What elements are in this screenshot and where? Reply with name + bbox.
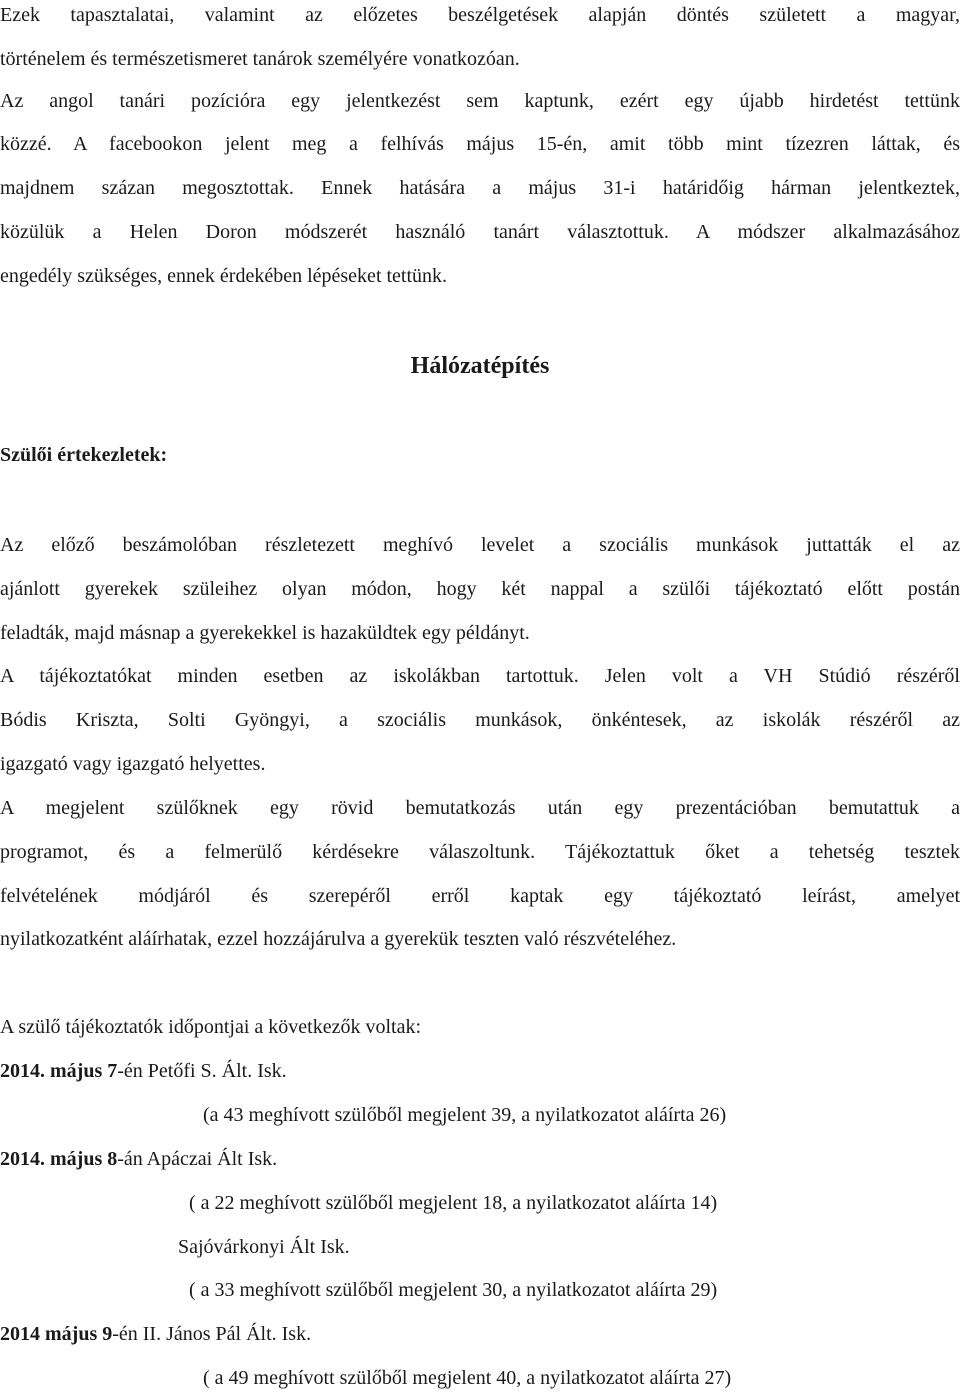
event-detail: ( a 33 meghívott szülőből megjelent 30, a nyilatkozatot aláírta 29) [189, 1279, 718, 1301]
event-date: 2014. május 8 [0, 1148, 118, 1170]
body-line: ajánlott gyerekek szüleihez olyan módon, hogy két nappal a szülői tájékoztató előtt postán [0, 578, 960, 600]
event-school: -én II. János Pál Ált. Isk. [112, 1323, 312, 1345]
intro-line: majdnem százan megosztottak. Ennek hatására a május 31-i határidőig hárman jelentkeztek, [0, 177, 960, 199]
schedule-entry [0, 1147, 277, 1171]
schedule-intro: A szülő tájékoztatók időpontjai a következők voltak: [0, 1016, 422, 1038]
body-line: Az előző beszámolóban részletezett meghívó levelet a szociális munkások juttatták el az [0, 534, 960, 556]
schedule-entry [0, 1059, 287, 1083]
event-date: 2014. május 7 [0, 1060, 118, 1082]
intro-line: közülük a Helen Doron módszerét használó tanárt választottuk. A módszer alkalmazásához [0, 221, 960, 243]
body-line: programot, és a felmerülő kérdésekre válaszoltunk. Tájékoztattuk őket a tehetség tesztek [0, 841, 960, 863]
body-line: igazgató vagy igazgató helyettes. [0, 753, 266, 775]
schedule-entry [0, 1322, 311, 1346]
subsection-title: Szülői értekezletek: [0, 444, 168, 466]
intro-line: Az angol tanári pozícióra egy jelentkezést sem kaptunk, ezért egy újabb hirdetést tettünk [0, 90, 960, 112]
event-detail: ( a 49 meghívott szülőből megjelent 40, a nyilatkozatot aláírta 27) [203, 1367, 732, 1389]
intro-line: közzé. A facebookon jelent meg a felhívás május 15-én, amit több mint tízezren láttak, és [0, 133, 960, 155]
body-line: Bódis Kriszta, Solti Gyöngyi, a szociális munkások, önkéntesek, az iskolák részéről az [0, 709, 960, 731]
event-school: -én Petőfi S. Ált. Isk. [117, 1060, 287, 1082]
body-line: feladták, majd másnap a gyerekekkel is hazaküldtek egy példányt. [0, 622, 530, 644]
intro-line: Ezek tapasztalatai, valamint az előzetes beszélgetések alapján döntés született a magyar, [0, 4, 960, 26]
event-school: Sajóvárkonyi Ált Isk. [178, 1236, 350, 1258]
body-line: A megjelent szülőknek egy rövid bemutatkozás után egy prezentációban bemutattuk a [0, 797, 960, 819]
event-detail: ( a 22 meghívott szülőből megjelent 18, a nyilatkozatot aláírta 14) [189, 1192, 718, 1214]
body-line: felvételének módjáról és szerepéről erről kaptak egy tájékoztató leírást, amelyet [0, 885, 960, 907]
event-date: 2014 május 9 [0, 1323, 113, 1345]
intro-line: történelem és természetismeret tanárok személyére vonatkozóan. [0, 48, 520, 70]
body-line: nyilatkozatként aláírhatak, ezzel hozzájárulva a gyerekük teszten való részvételéhez. [0, 928, 677, 950]
event-school: -án Apáczai Ált Isk. [117, 1148, 278, 1170]
event-detail: (a 43 meghívott szülőből megjelent 39, a nyilatkozatot aláírta 26) [203, 1104, 727, 1126]
section-title: Hálózatépítés [410, 353, 550, 379]
intro-line: engedély szükséges, ennek érdekében lépéseket tettünk. [0, 265, 448, 287]
body-line: A tájékoztatókat minden esetben az iskolákban tartottuk. Jelen volt a VH Stúdió részéről [0, 665, 960, 687]
